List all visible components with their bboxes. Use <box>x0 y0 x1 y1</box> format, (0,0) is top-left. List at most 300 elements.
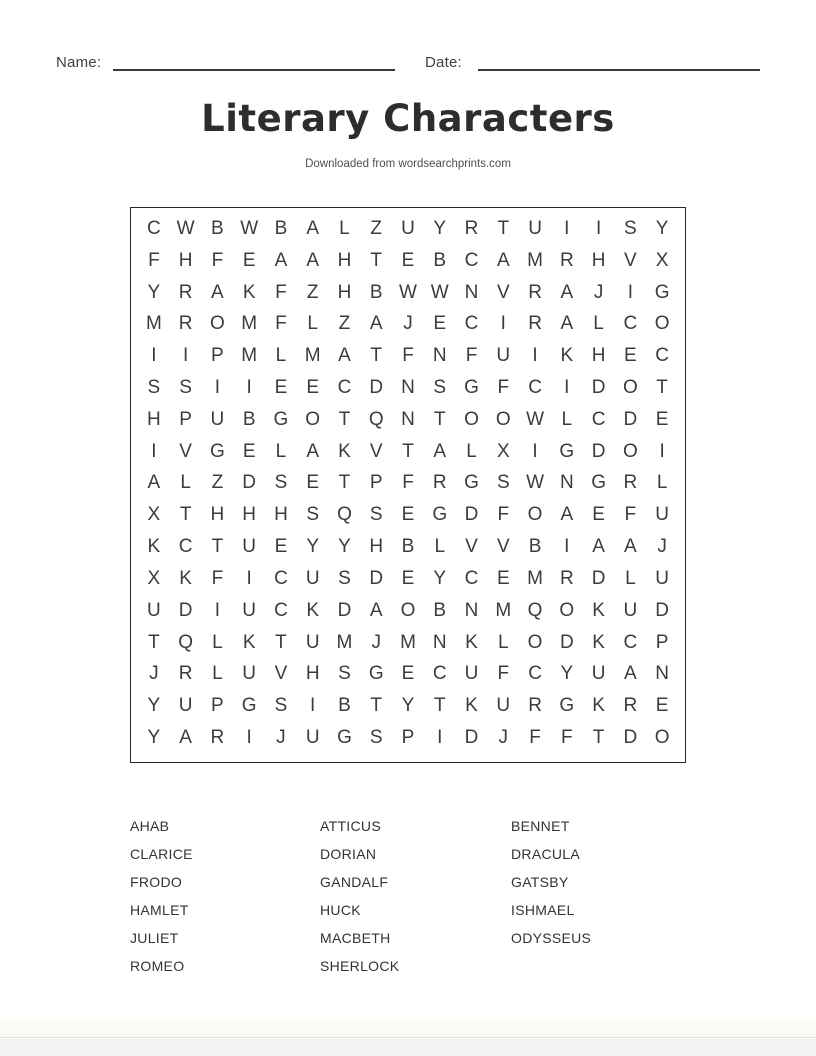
grid-cell: N <box>655 663 669 685</box>
grid-cell: S <box>147 377 161 399</box>
grid-cell: M <box>527 249 543 271</box>
grid-cell: X <box>655 249 669 271</box>
word-list-item: HUCK <box>320 902 361 918</box>
grid-cell: U <box>655 567 669 589</box>
grid-cell: F <box>465 345 478 367</box>
grid-cell: G <box>432 504 448 526</box>
grid-cell: O <box>654 313 670 335</box>
grid-cell: S <box>433 377 447 399</box>
grid-cell: U <box>242 599 257 621</box>
grid-cell: Q <box>527 599 543 621</box>
grid-cell: P <box>211 695 224 717</box>
grid-cell: B <box>433 599 447 621</box>
grid-cell: T <box>370 695 383 717</box>
grid-cell: C <box>528 663 542 685</box>
grid-cell: D <box>369 567 384 589</box>
grid-cell: I <box>151 440 157 462</box>
grid-cell: W <box>430 281 449 303</box>
grid-cell: N <box>401 377 415 399</box>
grid-cell: O <box>654 727 670 749</box>
grid-cell: U <box>464 663 479 685</box>
grid-cell: Y <box>433 567 447 589</box>
grid-cell: A <box>274 249 288 271</box>
grid-cell: S <box>624 217 637 239</box>
grid-cell: D <box>591 377 606 399</box>
grid-cell: U <box>591 663 606 685</box>
grid-cell: F <box>497 504 510 526</box>
grid-cell: A <box>496 249 510 271</box>
grid-cell: Z <box>338 313 351 335</box>
grid-cell: F <box>561 727 573 749</box>
grid-cell: D <box>623 727 638 749</box>
grid-cell: R <box>623 472 638 494</box>
word-list-item: DRACULA <box>511 846 581 862</box>
page-subtitle: Downloaded from wordsearchprints.com <box>305 158 511 170</box>
grid-cell: C <box>337 377 352 399</box>
grid-cell: D <box>464 727 479 749</box>
word-list-item: GANDALF <box>320 874 389 890</box>
grid-cell: J <box>149 663 159 685</box>
word-column <box>130 812 193 980</box>
grid-cell: I <box>151 345 157 367</box>
grid-cell: J <box>371 631 381 653</box>
grid-cell: K <box>592 599 605 621</box>
grid-cell: T <box>338 472 351 494</box>
grid-cell: I <box>564 217 570 239</box>
grid-cell: B <box>433 249 447 271</box>
grid-cell: U <box>528 217 542 239</box>
grid-cell: R <box>210 727 225 749</box>
grid-cell: B <box>369 281 383 303</box>
grid-cell: T <box>275 631 287 653</box>
grid-cell: B <box>338 695 351 717</box>
grid-cell: A <box>624 663 637 685</box>
grid-cell: H <box>178 249 193 271</box>
grid-cell: A <box>306 217 320 239</box>
grid-cell: J <box>276 727 286 749</box>
grid-cell: Z <box>211 472 224 494</box>
grid-cell: T <box>148 631 160 653</box>
grid-cell: I <box>214 377 221 399</box>
grid-cell: D <box>623 408 638 430</box>
grid-cell: X <box>147 567 161 589</box>
grid-cell: E <box>274 377 288 399</box>
grid-cell: N <box>432 345 447 367</box>
grid-cell: K <box>179 567 192 589</box>
word-list-item: DORIAN <box>320 846 377 862</box>
grid-cell: Q <box>178 631 194 653</box>
grid-cell: G <box>464 377 479 399</box>
grid-cell: F <box>275 313 287 335</box>
grid-cell: E <box>655 695 669 717</box>
grid-cell: E <box>306 472 320 494</box>
grid-cell: U <box>178 695 193 717</box>
grid-cell: I <box>214 599 221 621</box>
grid-cell: F <box>211 567 224 589</box>
grid-cell: C <box>464 313 479 335</box>
grid-cell: D <box>655 599 669 621</box>
grid-cell: P <box>179 408 192 430</box>
grid-cell: R <box>528 313 542 335</box>
grid-cell: O <box>559 599 575 621</box>
grid-cell: A <box>306 440 320 462</box>
grid-cell: K <box>465 631 478 653</box>
grid-cell: I <box>532 440 538 462</box>
grid-cell: O <box>495 408 511 430</box>
word-column <box>320 812 399 980</box>
grid-cell: G <box>654 281 670 303</box>
grid-cell: U <box>305 631 320 653</box>
grid-cell: W <box>176 217 195 239</box>
grid-cell: L <box>561 408 573 430</box>
grid-cell: D <box>337 599 352 621</box>
grid-cell: F <box>402 345 414 367</box>
grid-cell: D <box>559 631 574 653</box>
grid-cell: U <box>401 217 415 239</box>
word-list-item: SHERLOCK <box>320 958 400 974</box>
grid-cell: F <box>148 249 160 271</box>
word-list-item: JULIET <box>130 930 179 946</box>
grid-cell: L <box>275 345 287 367</box>
grid-cell: L <box>625 567 636 589</box>
grid-cell: M <box>241 313 258 335</box>
grid-cell: B <box>528 536 542 558</box>
grid-cell: F <box>497 663 510 685</box>
grid-cell: B <box>274 217 288 239</box>
grid-cell: I <box>627 281 633 303</box>
grid-cell: R <box>528 695 542 717</box>
grid-cell: E <box>655 408 669 430</box>
name-label: Name: <box>56 54 102 71</box>
grid-cell: I <box>532 345 538 367</box>
grid-cell: Y <box>655 217 669 239</box>
date-label: Date: <box>425 54 462 71</box>
grid-cell: U <box>496 345 511 367</box>
grid-cell: J <box>593 281 604 303</box>
grid-cell: Y <box>147 727 161 749</box>
grid-cell: K <box>465 695 478 717</box>
grid-cell: R <box>464 217 479 239</box>
grid-cell: B <box>401 536 415 558</box>
word-list-item: GATSBY <box>511 874 569 890</box>
grid-cell: Y <box>147 281 161 303</box>
grid-cell: G <box>241 695 257 717</box>
grid-cell: L <box>275 440 287 462</box>
grid-cell: A <box>369 313 383 335</box>
grid-cell: U <box>305 727 320 749</box>
grid-cell: E <box>401 249 415 271</box>
grid-cell: T <box>370 345 383 367</box>
grid-cell: R <box>178 281 193 303</box>
grid-cell: G <box>273 408 289 430</box>
grid-cell: A <box>433 440 447 462</box>
viewer-footer-band <box>0 1019 816 1038</box>
grid-cell: T <box>497 217 510 239</box>
grid-cell: Q <box>337 504 352 526</box>
grid-cell: S <box>306 504 320 526</box>
grid-cell: H <box>591 345 606 367</box>
grid-cell: Y <box>338 536 351 558</box>
grid-cell: W <box>526 408 545 430</box>
grid-cell: L <box>498 631 509 653</box>
grid-cell: M <box>304 345 321 367</box>
grid-cell: N <box>464 281 479 303</box>
grid-cell: C <box>591 408 606 430</box>
grid-cell: A <box>211 281 224 303</box>
grid-cell: A <box>306 249 320 271</box>
grid-cell: V <box>369 440 383 462</box>
grid-cell: O <box>527 504 543 526</box>
word-list-item: ODYSSEUS <box>511 930 592 946</box>
word-search-grid <box>130 207 686 763</box>
grid-cell: K <box>306 599 320 621</box>
grid-cell: I <box>564 377 570 399</box>
grid-cell: Z <box>306 281 319 303</box>
grid-cell: O <box>527 631 543 653</box>
grid-cell: I <box>246 727 252 749</box>
grid-cell: C <box>528 377 542 399</box>
grid-cell: S <box>369 727 383 749</box>
grid-cell: S <box>179 377 192 399</box>
grid-cell: G <box>210 440 225 462</box>
grid-cell: Y <box>401 695 415 717</box>
grid-cell: M <box>145 313 162 335</box>
grid-cell: A <box>560 281 574 303</box>
grid-cell: F <box>211 249 224 271</box>
grid-cell: R <box>559 249 574 271</box>
word-list-item: HAMLET <box>130 902 189 918</box>
grid-cell: G <box>464 472 479 494</box>
grid-cell: L <box>593 313 604 335</box>
word-list-item: MACBETH <box>320 930 391 946</box>
grid-cell: C <box>178 536 193 558</box>
viewer-footer-band-lower <box>0 1039 816 1056</box>
grid-cell: H <box>210 504 225 526</box>
grid-cell: Y <box>147 695 161 717</box>
grid-cell: H <box>337 281 352 303</box>
grid-cell: C <box>623 313 638 335</box>
grid-cell: W <box>526 472 545 494</box>
grid-cell: K <box>560 345 574 367</box>
grid-cell: U <box>242 663 257 685</box>
grid-cell: J <box>403 313 413 335</box>
grid-cell: I <box>246 567 252 589</box>
grid-cell: X <box>496 440 510 462</box>
grid-cell: O <box>622 377 638 399</box>
grid-cell: K <box>242 281 256 303</box>
grid-cell: Y <box>306 536 320 558</box>
grid-cell: I <box>595 217 602 239</box>
grid-cell: R <box>623 695 638 717</box>
grid-cell: U <box>147 599 161 621</box>
grid-cell: L <box>307 313 318 335</box>
grid-cell: U <box>496 695 511 717</box>
grid-cell: N <box>432 631 447 653</box>
grid-cell: S <box>338 567 351 589</box>
grid-cell: L <box>180 472 191 494</box>
grid-cell: E <box>306 377 320 399</box>
grid-cell: M <box>336 631 353 653</box>
grid-cell: I <box>437 727 443 749</box>
grid-cell: S <box>338 663 351 685</box>
grid-cell: M <box>400 631 416 653</box>
grid-cell: T <box>179 504 192 526</box>
grid-cell: C <box>432 663 447 685</box>
grid-cell: O <box>464 408 479 430</box>
grid-cell: U <box>305 567 320 589</box>
grid-cell: R <box>528 281 542 303</box>
grid-cell: E <box>242 249 256 271</box>
grid-cell: V <box>496 536 510 558</box>
grid-cell: A <box>338 345 351 367</box>
grid-cell: O <box>210 313 225 335</box>
grid-cell: M <box>241 345 258 367</box>
grid-cell: N <box>464 599 479 621</box>
grid-cell: F <box>529 727 541 749</box>
word-list-item: ATTICUS <box>320 818 381 834</box>
grid-cell: E <box>242 440 256 462</box>
grid-cell: E <box>274 536 288 558</box>
grid-cell: U <box>623 599 638 621</box>
grid-cell: I <box>310 695 316 717</box>
grid-cell: O <box>400 599 416 621</box>
grid-cell: O <box>622 440 638 462</box>
grid-cell: I <box>564 536 570 558</box>
grid-cell: E <box>401 567 415 589</box>
grid-cell: V <box>624 249 637 271</box>
grid-cell: L <box>339 217 350 239</box>
grid-cell: C <box>655 345 669 367</box>
grid-cell: K <box>592 695 605 717</box>
grid-cell: D <box>369 377 384 399</box>
grid-cell: K <box>338 440 351 462</box>
grid-cell: C <box>147 217 161 239</box>
grid-cell: I <box>500 313 506 335</box>
grid-cell: T <box>211 536 224 558</box>
grid-cell: U <box>242 536 257 558</box>
word-list-item: ISHMAEL <box>511 902 575 918</box>
grid-cell: Q <box>368 408 384 430</box>
grid-cell: W <box>240 217 259 239</box>
grid-cell: E <box>433 313 447 335</box>
word-list-item: BENNET <box>511 818 570 834</box>
word-list-item: FRODO <box>130 874 183 890</box>
name-fill-line <box>113 69 395 71</box>
grid-cell: H <box>147 408 161 430</box>
grid-cell: R <box>559 567 574 589</box>
grid-cell: C <box>623 631 638 653</box>
grid-cell: T <box>402 440 414 462</box>
grid-cell: R <box>432 472 447 494</box>
grid-cell: P <box>211 345 224 367</box>
grid-cell: S <box>274 472 288 494</box>
grid-cell: K <box>147 536 161 558</box>
grid-cell: D <box>591 440 606 462</box>
grid-cell: G <box>337 727 352 749</box>
grid-cell: H <box>274 504 288 526</box>
grid-cell: D <box>591 567 606 589</box>
grid-cell: F <box>624 504 637 526</box>
grid-cell: L <box>656 472 668 494</box>
grid-cell: F <box>497 377 510 399</box>
grid-cell: R <box>178 313 193 335</box>
grid-cell: T <box>433 408 446 430</box>
grid-cell: C <box>274 599 288 621</box>
grid-cell: F <box>275 281 287 303</box>
word-list-item: AHAB <box>130 818 170 834</box>
grid-cell: E <box>401 663 415 685</box>
grid-cell: E <box>592 504 605 526</box>
grid-cell: P <box>655 631 669 653</box>
grid-cell: V <box>179 440 192 462</box>
grid-cell: U <box>210 408 225 430</box>
grid-cell: K <box>242 631 256 653</box>
grid-cell: G <box>368 663 384 685</box>
grid-cell: A <box>147 472 161 494</box>
grid-cell: A <box>560 313 574 335</box>
grid-cell: P <box>369 472 383 494</box>
grid-cell: T <box>592 727 605 749</box>
grid-cell: D <box>178 599 193 621</box>
grid-cell: N <box>559 472 574 494</box>
grid-cell: L <box>212 663 223 685</box>
grid-cell: S <box>274 695 288 717</box>
grid-cell: Z <box>370 217 383 239</box>
grid-cell: V <box>496 281 510 303</box>
grid-cell: H <box>337 249 352 271</box>
grid-cell: D <box>242 472 257 494</box>
grid-cell: M <box>527 567 543 589</box>
grid-cell: E <box>401 504 415 526</box>
grid-cell: G <box>559 695 575 717</box>
page-title: Literary Characters <box>201 97 615 140</box>
word-list-item: CLARICE <box>130 846 193 862</box>
grid-cell: H <box>305 663 320 685</box>
grid-cell: V <box>274 663 288 685</box>
word-column <box>511 812 591 952</box>
grid-cell: E <box>496 567 510 589</box>
grid-cell: L <box>466 440 477 462</box>
grid-cell: Y <box>560 663 574 685</box>
grid-cell: R <box>178 663 193 685</box>
grid-cell: A <box>560 504 574 526</box>
grid-cell: T <box>338 408 351 430</box>
grid-cell: B <box>242 408 256 430</box>
grid-cell: C <box>464 567 479 589</box>
grid-cell: V <box>465 536 478 558</box>
grid-cell: X <box>147 504 161 526</box>
grid-cell: G <box>591 472 606 494</box>
grid-cell: O <box>305 408 321 430</box>
grid-cell: T <box>656 377 668 399</box>
grid-cell: C <box>274 567 288 589</box>
grid-cell: E <box>624 345 637 367</box>
grid-cell: S <box>369 504 383 526</box>
word-list-item: ROMEO <box>130 958 185 974</box>
grid-cell: G <box>559 440 575 462</box>
grid-cell: M <box>495 599 512 621</box>
grid-cell: K <box>592 631 605 653</box>
grid-cell: S <box>496 472 510 494</box>
grid-cell: T <box>370 249 383 271</box>
grid-cell: B <box>211 217 224 239</box>
grid-cell: H <box>242 504 257 526</box>
grid-cell: U <box>655 504 669 526</box>
grid-cell: A <box>624 536 637 558</box>
grid-cell: P <box>401 727 415 749</box>
grid-cell: F <box>402 472 414 494</box>
grid-cell: Y <box>433 217 447 239</box>
